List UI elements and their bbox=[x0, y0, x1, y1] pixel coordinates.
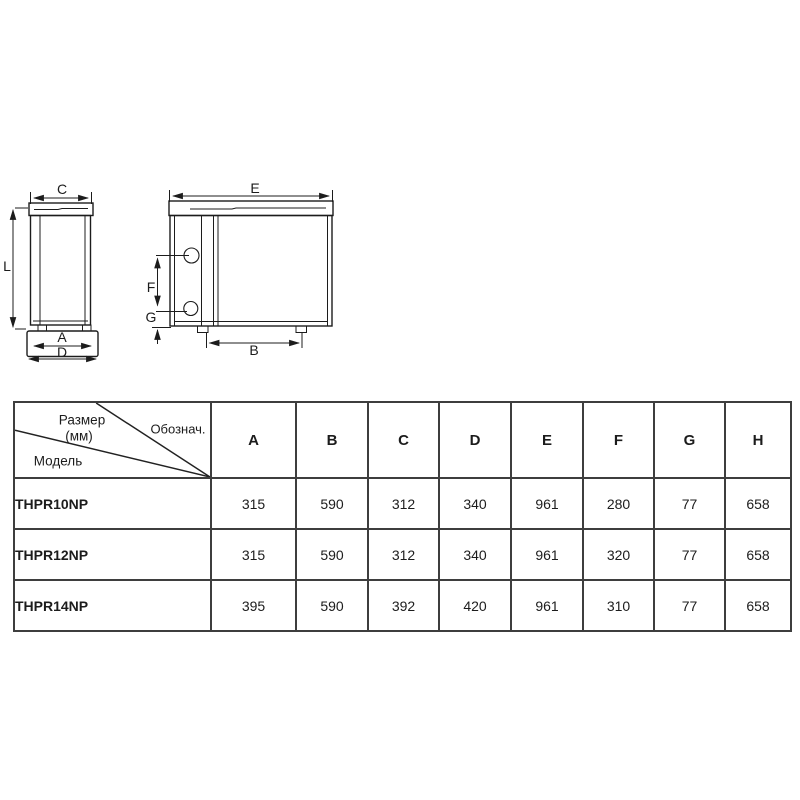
value-cell: 961 bbox=[511, 478, 583, 529]
model-cell: THPR14NP bbox=[14, 580, 211, 631]
dim-label-A: A bbox=[57, 329, 67, 345]
table-header-row bbox=[14, 402, 791, 478]
value-cell: 315 bbox=[211, 478, 296, 529]
column-header-G: G bbox=[654, 402, 725, 478]
dimensions-table bbox=[13, 401, 792, 632]
drawing-canvas bbox=[0, 178, 360, 373]
dim-label-F: F bbox=[146, 279, 156, 295]
column-header-E: E bbox=[511, 402, 583, 478]
dim-label-B: B bbox=[249, 342, 259, 358]
value-cell: 310 bbox=[583, 580, 654, 631]
column-header-H: H bbox=[725, 402, 791, 478]
table-row bbox=[14, 478, 791, 529]
size-unit-label: (мм) bbox=[65, 428, 93, 444]
value-cell: 658 bbox=[725, 478, 791, 529]
table-row bbox=[14, 580, 791, 631]
model-cell: THPR10NP bbox=[14, 478, 211, 529]
value-cell: 590 bbox=[296, 478, 368, 529]
value-cell: 658 bbox=[725, 529, 791, 580]
dim-label-G: G bbox=[145, 309, 157, 325]
size-label: Размер bbox=[58, 412, 106, 428]
dim-label-C: C bbox=[56, 181, 68, 197]
model-label: Модель bbox=[33, 453, 83, 469]
value-cell: 961 bbox=[511, 580, 583, 631]
column-header-B: B bbox=[296, 402, 368, 478]
value-cell: 340 bbox=[439, 529, 511, 580]
value-cell: 77 bbox=[654, 580, 725, 631]
value-cell: 312 bbox=[368, 478, 439, 529]
value-cell: 961 bbox=[511, 529, 583, 580]
model-cell: THPR12NP bbox=[14, 529, 211, 580]
table-row bbox=[14, 529, 791, 580]
column-header-D: D bbox=[439, 402, 511, 478]
technical-drawings bbox=[0, 178, 360, 378]
value-cell: 590 bbox=[296, 529, 368, 580]
column-header-C: C bbox=[368, 402, 439, 478]
column-header-F: F bbox=[583, 402, 654, 478]
value-cell: 420 bbox=[439, 580, 511, 631]
lower-pipe-port bbox=[184, 302, 198, 316]
dim-label-L: L bbox=[3, 258, 11, 274]
dim-label-D: D bbox=[56, 344, 68, 360]
value-cell: 77 bbox=[654, 529, 725, 580]
value-cell: 395 bbox=[211, 580, 296, 631]
value-cell: 312 bbox=[368, 529, 439, 580]
front-view-drawing bbox=[152, 190, 333, 348]
dim-label-E: E bbox=[250, 180, 260, 196]
diagonal-header-cell bbox=[14, 402, 211, 478]
side-view-drawing bbox=[13, 192, 98, 359]
value-cell: 320 bbox=[583, 529, 654, 580]
value-cell: 658 bbox=[725, 580, 791, 631]
designation-label: Обознач. bbox=[150, 421, 206, 437]
value-cell: 392 bbox=[368, 580, 439, 631]
value-cell: 315 bbox=[211, 529, 296, 580]
value-cell: 590 bbox=[296, 580, 368, 631]
value-cell: 340 bbox=[439, 478, 511, 529]
value-cell: 77 bbox=[654, 478, 725, 529]
value-cell: 280 bbox=[583, 478, 654, 529]
column-header-A: A bbox=[211, 402, 296, 478]
